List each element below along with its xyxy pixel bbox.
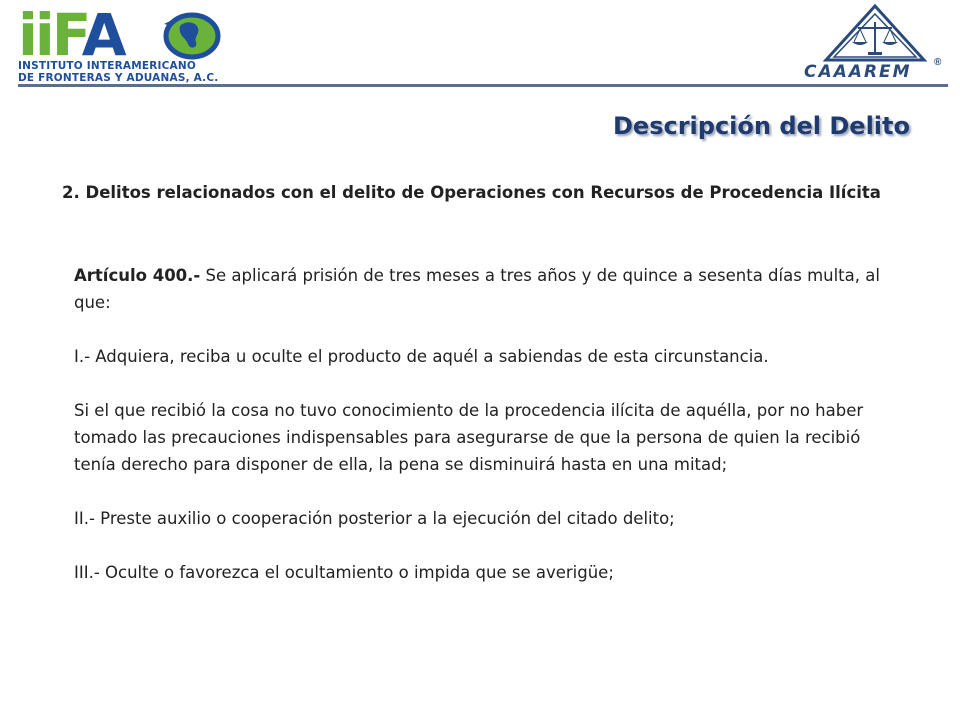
slide-header xyxy=(0,0,960,96)
section-heading: 2. Delitos relacionados con el delito de Operaciones con Recursos de Procedencia Ilícita xyxy=(62,183,881,202)
caaarem-logo xyxy=(800,2,950,88)
iifa-letters-blue: A xyxy=(81,1,124,69)
article-paragraph: Si el que recibió la cosa no tuvo conocimiento de la procedencia ilícita de aquélla, por no haber tomado las precauciones indispensables para asegurarse de que la persona de quien la recibió tenía derecho para disponer de ella, la pena se disminuirá hasta en una mitad; xyxy=(74,401,864,474)
article-item-1: I.- Adquiera, reciba u oculte el producto de aquél a sabiendas de esta circunstancia. xyxy=(74,347,769,366)
slide-title: Descripción del Delito xyxy=(613,112,910,140)
iifa-logo-letters xyxy=(18,1,124,69)
header-divider xyxy=(18,84,948,87)
iifa-subtitle-line1: INSTITUTO INTERAMERICANO xyxy=(18,60,196,72)
caaarem-logo-text: CAAAREM xyxy=(804,62,912,82)
article-intro xyxy=(74,262,894,316)
iifa-logo xyxy=(18,1,219,84)
globe-icon xyxy=(160,10,222,60)
scales-of-justice-triangle-icon xyxy=(820,2,930,64)
article-intro-text: Se aplicará prisión de tres meses a tres años y de quince a sesenta días multa, al que: xyxy=(74,266,880,312)
article-body xyxy=(74,262,894,613)
iifa-subtitle-line2: DE FRONTERAS Y ADUANAS, A.C. xyxy=(18,72,219,84)
iifa-letters-green: iiF xyxy=(18,1,82,69)
article-item-3: III.- Oculte o favorezca el ocultamiento o impida que se averigüe; xyxy=(74,563,614,582)
registered-mark: ® xyxy=(934,57,942,68)
article-label: Artículo 400.- xyxy=(74,266,201,285)
article-item-2: II.- Preste auxilio o cooperación posterior a la ejecución del citado delito; xyxy=(74,509,675,528)
